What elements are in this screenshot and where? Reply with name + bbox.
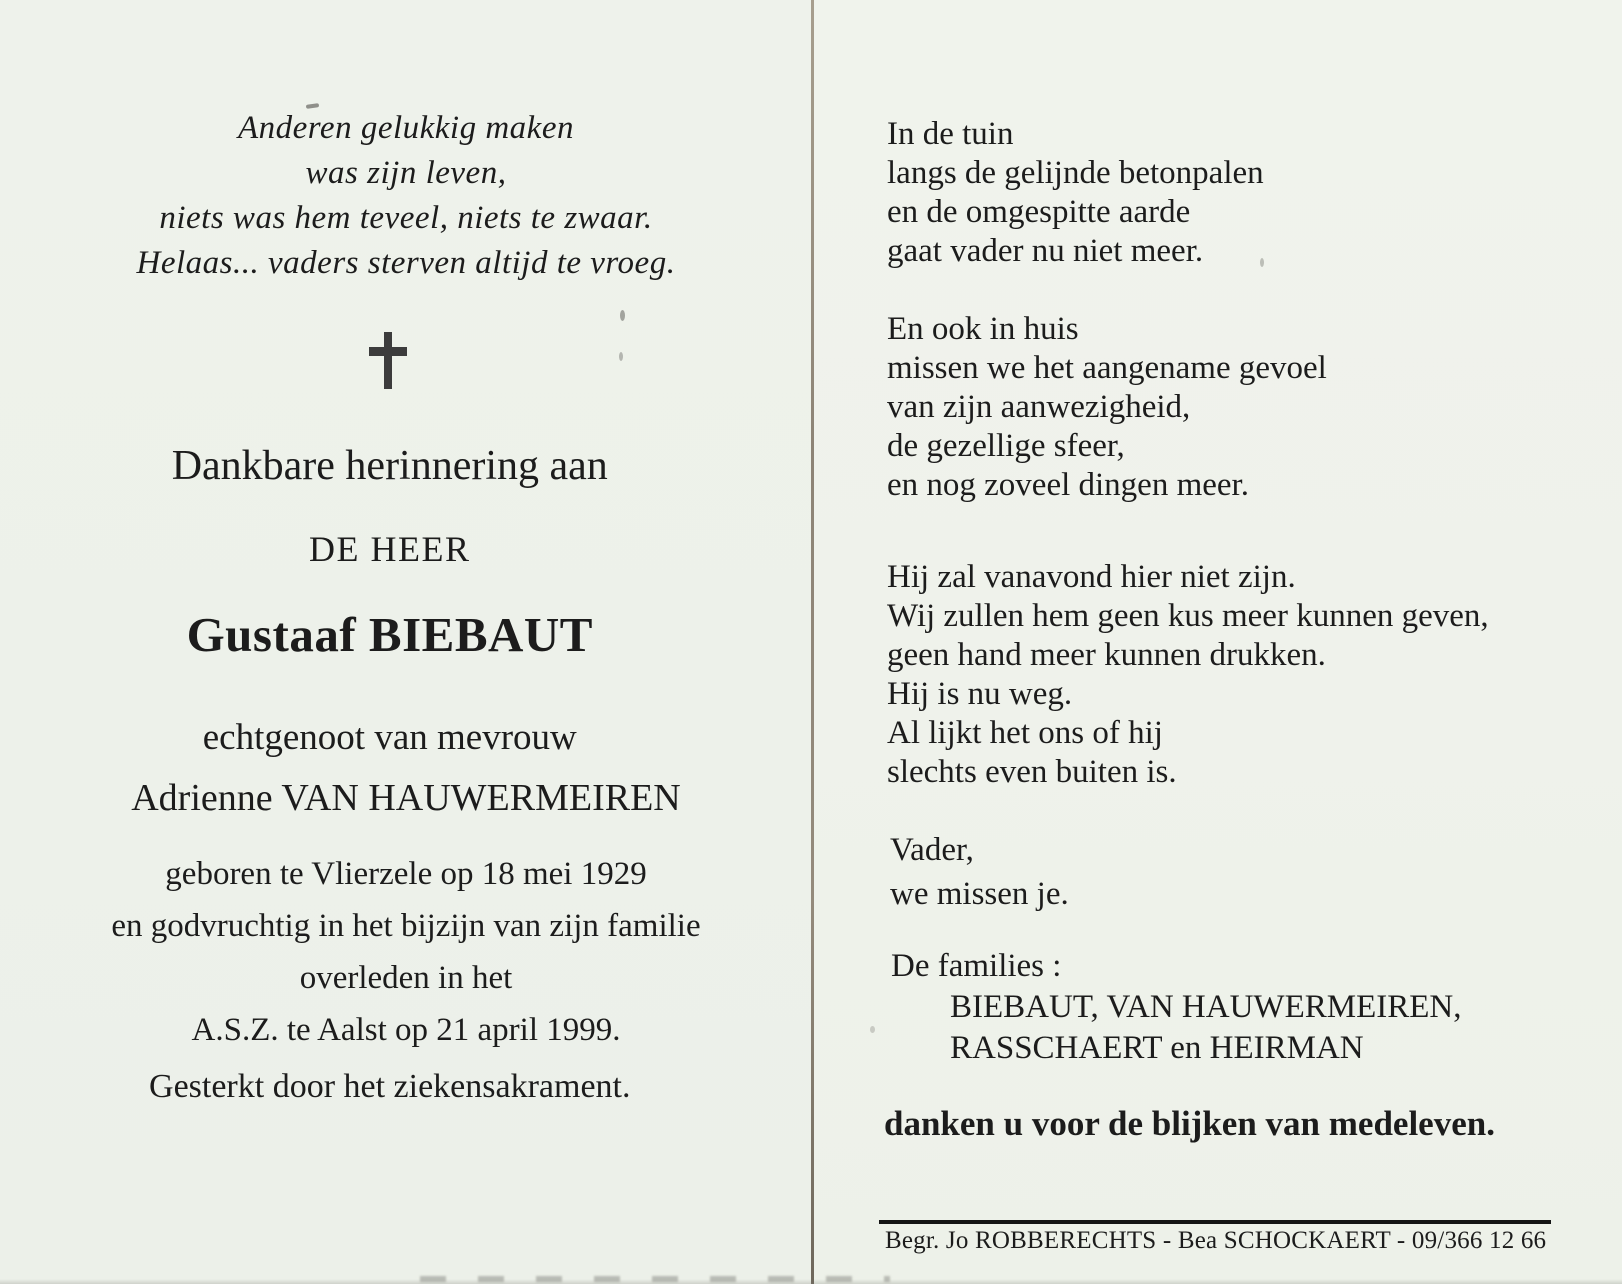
life-details	[0, 848, 812, 1056]
stanza-line: en de omgespitte aarde	[887, 194, 1191, 230]
spouse-name: Adrienne VAN HAUWERMEIREN	[131, 777, 681, 819]
thanks-text: danken u voor de blijken van medeleven.	[884, 1104, 1495, 1143]
stanza-line: langs de gelijnde betonpalen	[887, 155, 1264, 191]
stanza-line: Hij is nu weg.	[887, 676, 1073, 712]
poem-line: was zijn leven,	[305, 155, 507, 191]
dedication-text: Dankbare herinnering aan	[171, 443, 608, 489]
stanza-line: gaat vader nu niet meer.	[887, 233, 1204, 269]
stanza-line: de gezellige sfeer,	[887, 428, 1125, 464]
stanza-line: van zijn aanwezigheid,	[887, 389, 1191, 425]
stanza-line: en nog zoveel dingen meer.	[887, 467, 1249, 503]
stanza-line: Hij zal vanavond hier niet zijn.	[887, 559, 1296, 595]
stanza-line: Wij zullen hem geen kus meer kunnen geven,	[887, 598, 1489, 634]
death-line: A.S.Z. te Aalst op 21 april 1999.	[191, 1012, 621, 1048]
card-back-page	[814, 0, 1622, 1284]
sacrament-text: Gesterkt door het ziekensakrament.	[149, 1068, 631, 1105]
scan-speck	[620, 310, 625, 321]
address-to-father	[890, 828, 1069, 916]
stanza-line: slechts even buiten is.	[887, 754, 1177, 790]
address-line: we missen je.	[890, 876, 1069, 912]
stanza-line: missen we het aangename gevoel	[887, 350, 1327, 386]
poem-line: Anderen gelukkig maken	[238, 110, 574, 146]
stanza-line: geen hand meer kunnen drukken.	[887, 637, 1326, 673]
birth-line: geboren te Vlierzele op 18 mei 1929	[165, 856, 647, 892]
poem-stanza-3	[887, 558, 1489, 792]
families-label: De families :	[891, 948, 1062, 984]
spouse-intro-text: echtgenoot van mevrouw	[202, 717, 577, 758]
poem-line: Helaas... vaders sterven altijd te vroeg.	[136, 245, 676, 281]
scan-speck	[619, 352, 623, 361]
footer-divider	[879, 1220, 1551, 1224]
scan-edge-shadow	[0, 1279, 1622, 1284]
family-names-line: BIEBAUT, VAN HAUWERMEIREN,	[950, 989, 1462, 1025]
family-names-line: RASSCHAERT en HEIRMAN	[950, 1030, 1364, 1066]
poem-stanza-2	[887, 310, 1327, 505]
families-block	[891, 946, 1461, 1069]
poem-stanza-1	[887, 115, 1264, 271]
undertaker-footer: Begr. Jo ROBBERECHTS - Bea SCHOCKAERT - 09/366 12 66	[885, 1227, 1547, 1254]
poem-line: niets was hem teveel, niets te zwaar.	[159, 200, 653, 236]
scan-speck	[1260, 258, 1264, 267]
death-line: en godvruchtig in het bijzijn van zijn familie	[111, 908, 701, 944]
death-line: overleden in het	[299, 960, 513, 996]
cross-horizontal-bar	[369, 347, 407, 356]
stanza-line: Al lijkt het ons of hij	[887, 715, 1163, 751]
honorific-text: DE HEER	[309, 529, 471, 569]
stanza-line: In de tuin	[887, 116, 1014, 152]
deceased-name: Gustaaf BIEBAUT	[186, 607, 593, 662]
latin-cross-icon	[369, 332, 407, 389]
cross-vertical-bar	[384, 332, 392, 389]
opening-poem	[0, 106, 812, 286]
address-line: Vader,	[890, 832, 974, 868]
stanza-line: En ook in huis	[887, 311, 1079, 347]
scan-speck	[870, 1026, 875, 1033]
